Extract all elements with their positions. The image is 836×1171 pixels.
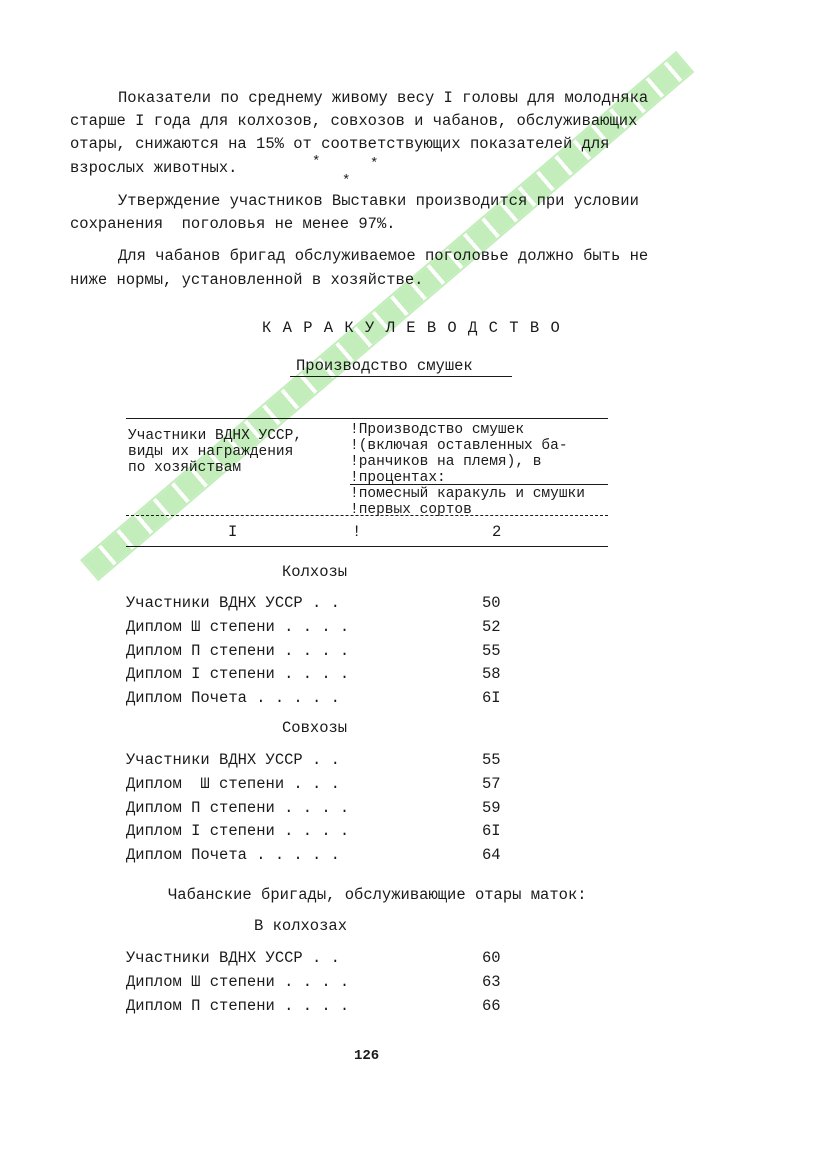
table-row-label: Диплом I степени . . . .	[126, 822, 350, 840]
header-bottom-rule	[126, 546, 608, 547]
page-number: 126	[354, 1048, 380, 1064]
brigades-title: Чабанские бригады, обслуживающие отары маток:	[168, 886, 587, 904]
table-row-value: 58	[482, 665, 501, 683]
table-row-value: 57	[482, 775, 501, 793]
header-col2-line: !процентах:	[350, 470, 446, 486]
table-row-value: 55	[482, 751, 501, 769]
table-row-value: 66	[482, 997, 501, 1015]
table-row-label: Диплом I степени . . . .	[126, 665, 350, 683]
table-row-label: Диплом П степени . . . .	[126, 799, 350, 817]
header-col2-line: !(включая оставленных ба-	[350, 438, 568, 454]
table-row-label: Участники ВДНХ УССР . .	[126, 751, 340, 769]
section-title-kolkhozy: Колхозы	[282, 563, 348, 581]
header-inner-rule	[350, 484, 608, 485]
column-number-1: I	[228, 523, 238, 541]
table-row-value: 59	[482, 799, 501, 817]
asterisk-mark: *	[312, 154, 321, 170]
column-separator: !	[352, 523, 362, 541]
table-row-value: 55	[482, 642, 501, 660]
table-row-label: Диплом П степени . . . .	[126, 997, 350, 1015]
section-title-sovkhozy: Совхозы	[282, 719, 348, 737]
table-row-value: 6I	[482, 822, 501, 840]
table-row-label: Диплом Ш степени . . . .	[126, 973, 350, 991]
header-col2-line: !первых сортов	[350, 502, 472, 518]
table-top-rule	[126, 418, 608, 419]
asterisk-mark: *	[342, 173, 351, 189]
table-row-value: 60	[482, 949, 501, 967]
header-col2-line: !ранчиков на племя), в	[350, 454, 542, 470]
table-row-value: 64	[482, 846, 501, 864]
section-heading: К А Р А К У Л Е В О Д С Т В О	[262, 319, 561, 337]
intro-line: сохранения поголовья не менее 97%.	[70, 215, 396, 233]
header-col1-line: виды их награждения	[128, 444, 294, 460]
intro-line: взрослых животных.	[70, 159, 238, 177]
header-col2-line: !помесный каракуль и смушки	[350, 486, 585, 502]
table-row-label: Диплом Почета . . . . .	[126, 689, 340, 707]
table-row-label: Участники ВДНХ УССР . .	[126, 594, 340, 612]
subheading-underline	[290, 376, 512, 377]
table-row-value: 50	[482, 594, 501, 612]
intro-line: Показатели по среднему живому весу I головы для молодняка	[118, 89, 649, 107]
asterisk-mark: *	[370, 156, 379, 172]
table-row-label: Диплом Ш степени . . . .	[126, 618, 350, 636]
intro-line: Утверждение участников Выставки производится при условии	[118, 192, 639, 210]
column-number-2: 2	[492, 523, 502, 541]
intro-line: старше I года для колхозов, совхозов и чабанов, обслуживающих	[70, 112, 638, 130]
table-row-value: 52	[482, 618, 501, 636]
table-row-value: 6I	[482, 689, 501, 707]
section-subheading: Производство смушек	[296, 357, 473, 375]
header-dashed-rule	[126, 515, 608, 516]
table-row-label: Участники ВДНХ УССР . .	[126, 949, 340, 967]
header-col2-line: !Производство смушек	[350, 422, 525, 438]
intro-line: ниже нормы, установленной в хозяйстве.	[70, 271, 424, 289]
header-col1-line: по хозяйствам	[128, 460, 242, 476]
intro-line: Для чабанов бригад обслуживаемое поголовье должно быть не	[118, 247, 649, 265]
table-row-label: Диплом Ш степени . . .	[126, 775, 340, 793]
brigades-subtitle: В колхозах	[254, 917, 348, 935]
table-row-label: Диплом Почета . . . . .	[126, 846, 340, 864]
table-row-value: 63	[482, 973, 501, 991]
intro-line: отары, снижаются на 15% от соответствующих показателей для	[70, 135, 610, 153]
table-row-label: Диплом П степени . . . .	[126, 642, 350, 660]
header-col1-line: Участники ВДНХ УССР,	[128, 428, 303, 444]
